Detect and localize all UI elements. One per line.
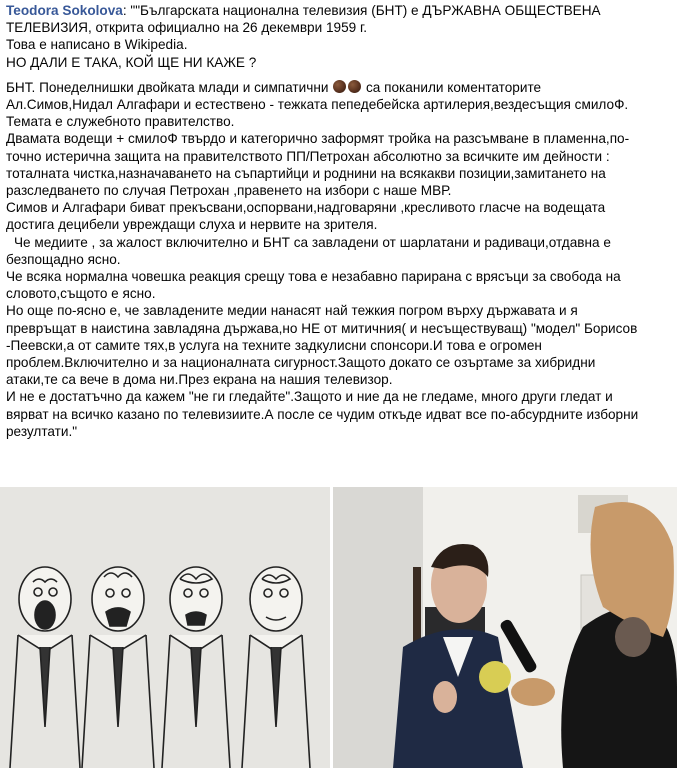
text-line: Че всяка нормална човешка реакция срещу това е незабавно парирана с врясъци за свобода на [6, 269, 621, 285]
photo-man-with-microphone-icon [333, 487, 677, 768]
text-line: достига децибели увреждащи слуха и нервите на зрителя. [6, 217, 378, 233]
text-line: словото,същото е ясно. [6, 286, 156, 302]
text-line: резултати." [6, 423, 78, 439]
text-line: са поканили коментаторите [366, 79, 542, 95]
photo-grid [0, 487, 677, 768]
text-line: Че медиите , за жалост включително и БНТ са завладени от шарлатани и радиваци,отдавна е [14, 234, 611, 250]
text-line: НО ДАЛИ Е ТАКА, КОЙ ЩЕ НИ КАЖЕ ? [6, 54, 257, 70]
text-line: ""Българската национална телевизия (БНТ) е ДЪРЖАВНА ОБЩЕСТВЕНА [130, 3, 601, 18]
text-line: Но още по-ясно е, че завладените медии нанасят най тежкия погром върху държавата и я [6, 303, 578, 319]
text-line: тоталната чистка,назначаването на съпартийци и роднини на всякакви позиции,замитането на [6, 165, 606, 181]
text-line: атаки,те са вече в дома ни.През екрана на нашия телевизор. [6, 372, 393, 388]
text-line: проблем.Включително и за националната сигурност.Защото докато се озъртаме за хибридни [6, 355, 596, 371]
text-line: Ал.Симов,Нидал Алгафари и естествено - тежката пепедебейска артилерия,вездесъщия смилоФ. [6, 97, 629, 113]
text-line: вярват на всичко казано по телевизиите.А после се чудим откъде идват все по-абсурдните изборни [6, 406, 639, 422]
cartoon-photo[interactable] [0, 487, 330, 768]
text-line: Симов и Алгафари биват прекъсвани,оспорвани,надговаряни ,кресливото гласче на водещата [6, 200, 606, 216]
text-line: Темата е служебното правителство. [6, 114, 235, 130]
text-line: точно истерична защита на правителството ПП/Петрохан абсолютно за всичките им дейности : [6, 148, 610, 164]
cartoon-screaming-men-icon [0, 487, 330, 768]
text-line: превръщат в наистина завладяна държава,но НЕ от митичния( и несъществуващ) "модел" Борисов [6, 320, 638, 336]
emoji-icon [333, 80, 346, 93]
text-line: Това е написано в Wikipedia. [6, 37, 188, 53]
text-line: БНТ. Понеделнишки двойката млади и симпатични [6, 79, 329, 95]
text-line: И не е достатъчно да кажем "не ги гледайте".Защото и ние да не гледаме, много други гледат и [6, 389, 613, 405]
news-photo[interactable] [333, 487, 677, 768]
text-line: -Пеевски,а от самите тях,в услуга на техните задкулисни спонсори.И това е огромен [6, 337, 542, 353]
text-line: разследването по случая Петрохан ,правенето на избори с наше МВР. [6, 183, 452, 199]
paragraph-gap [6, 71, 670, 79]
text-line: Двамата водещи + смилоФ твърдо и категорично заформят тройка на разсъмване в пламенна,по- [6, 131, 630, 147]
author-link[interactable]: Teodora Sokolova [6, 3, 123, 18]
text-line: безпощадно ясно. [6, 251, 121, 267]
text-line: ТЕЛЕВИЗИЯ, открита официално на 26 декември 1959 г. [6, 20, 368, 36]
post-text: Teodora Sokolova: ""Българската национална телевизия (БНТ) е ДЪРЖАВНА ОБЩЕСТВЕНА ТЕЛЕВИЗИЯ, открита официално на 26 декември 1959 г. Това е написано в Wikipedia. НО ДАЛИ Е ТАКА, КОЙ ЩЕ НИ КАЖЕ ? БНТ. Понеделнишки двойката млади и симпатични са поканили коментаторите Ал.Симов,Нидал Алгафари и естествено - тежката пепедебейска артилерия,вездесъщия смилоФ. Темата е служебното правителство. Двамата водещи + смилоФ твърдо и категорично заформят тройка на разсъмване в пламенна,по- точно истерична защита на правителството ПП/Петрохан абсолютно за всичките им дейности : тоталната чистка,назначаването на съпартийци и роднини на всякакви позиции,замитането на разследването по случая Петрохан ,правенето на избори с наше МВР. Симов и Алгафари биват прекъсвани,оспорвани,надговаряни ,кресливото гласче на водещата достига децибели увреждащи слуха и нервите на зрителя. Че медиите , за жалост включително и БНТ са завладени от шарлатани и радиваци,отдавна е безпощадно ясно. Че всяка нормална човешка реакция срещу това е незабавно парирана с врясъци за свобода на словото,същото е ясно. Но още по-ясно е, че завладените медии нанасят най тежкия погром върху държавата и я превръщат в наистина завладяна държава,но НЕ от митичния( и несъществуващ) "модел" Борисов -Пеевски,а от самите тях,в услуга на техните задкулисни спонсори.И това е огромен проблем.Включително и за националната сигурност.Защото докато се озъртаме за хибридни атаки,те са вече в дома ни.През екрана на нашия телевизор. И не е достатъчно да кажем "не ги гледайте".Защото и ние да не гледаме, много други гледат и вярват на всичко казано по телевизиите.А после се чудим откъде идват все по-абсурдните изборни резултати." [6, 2, 670, 440]
emoji-icon [348, 80, 361, 93]
